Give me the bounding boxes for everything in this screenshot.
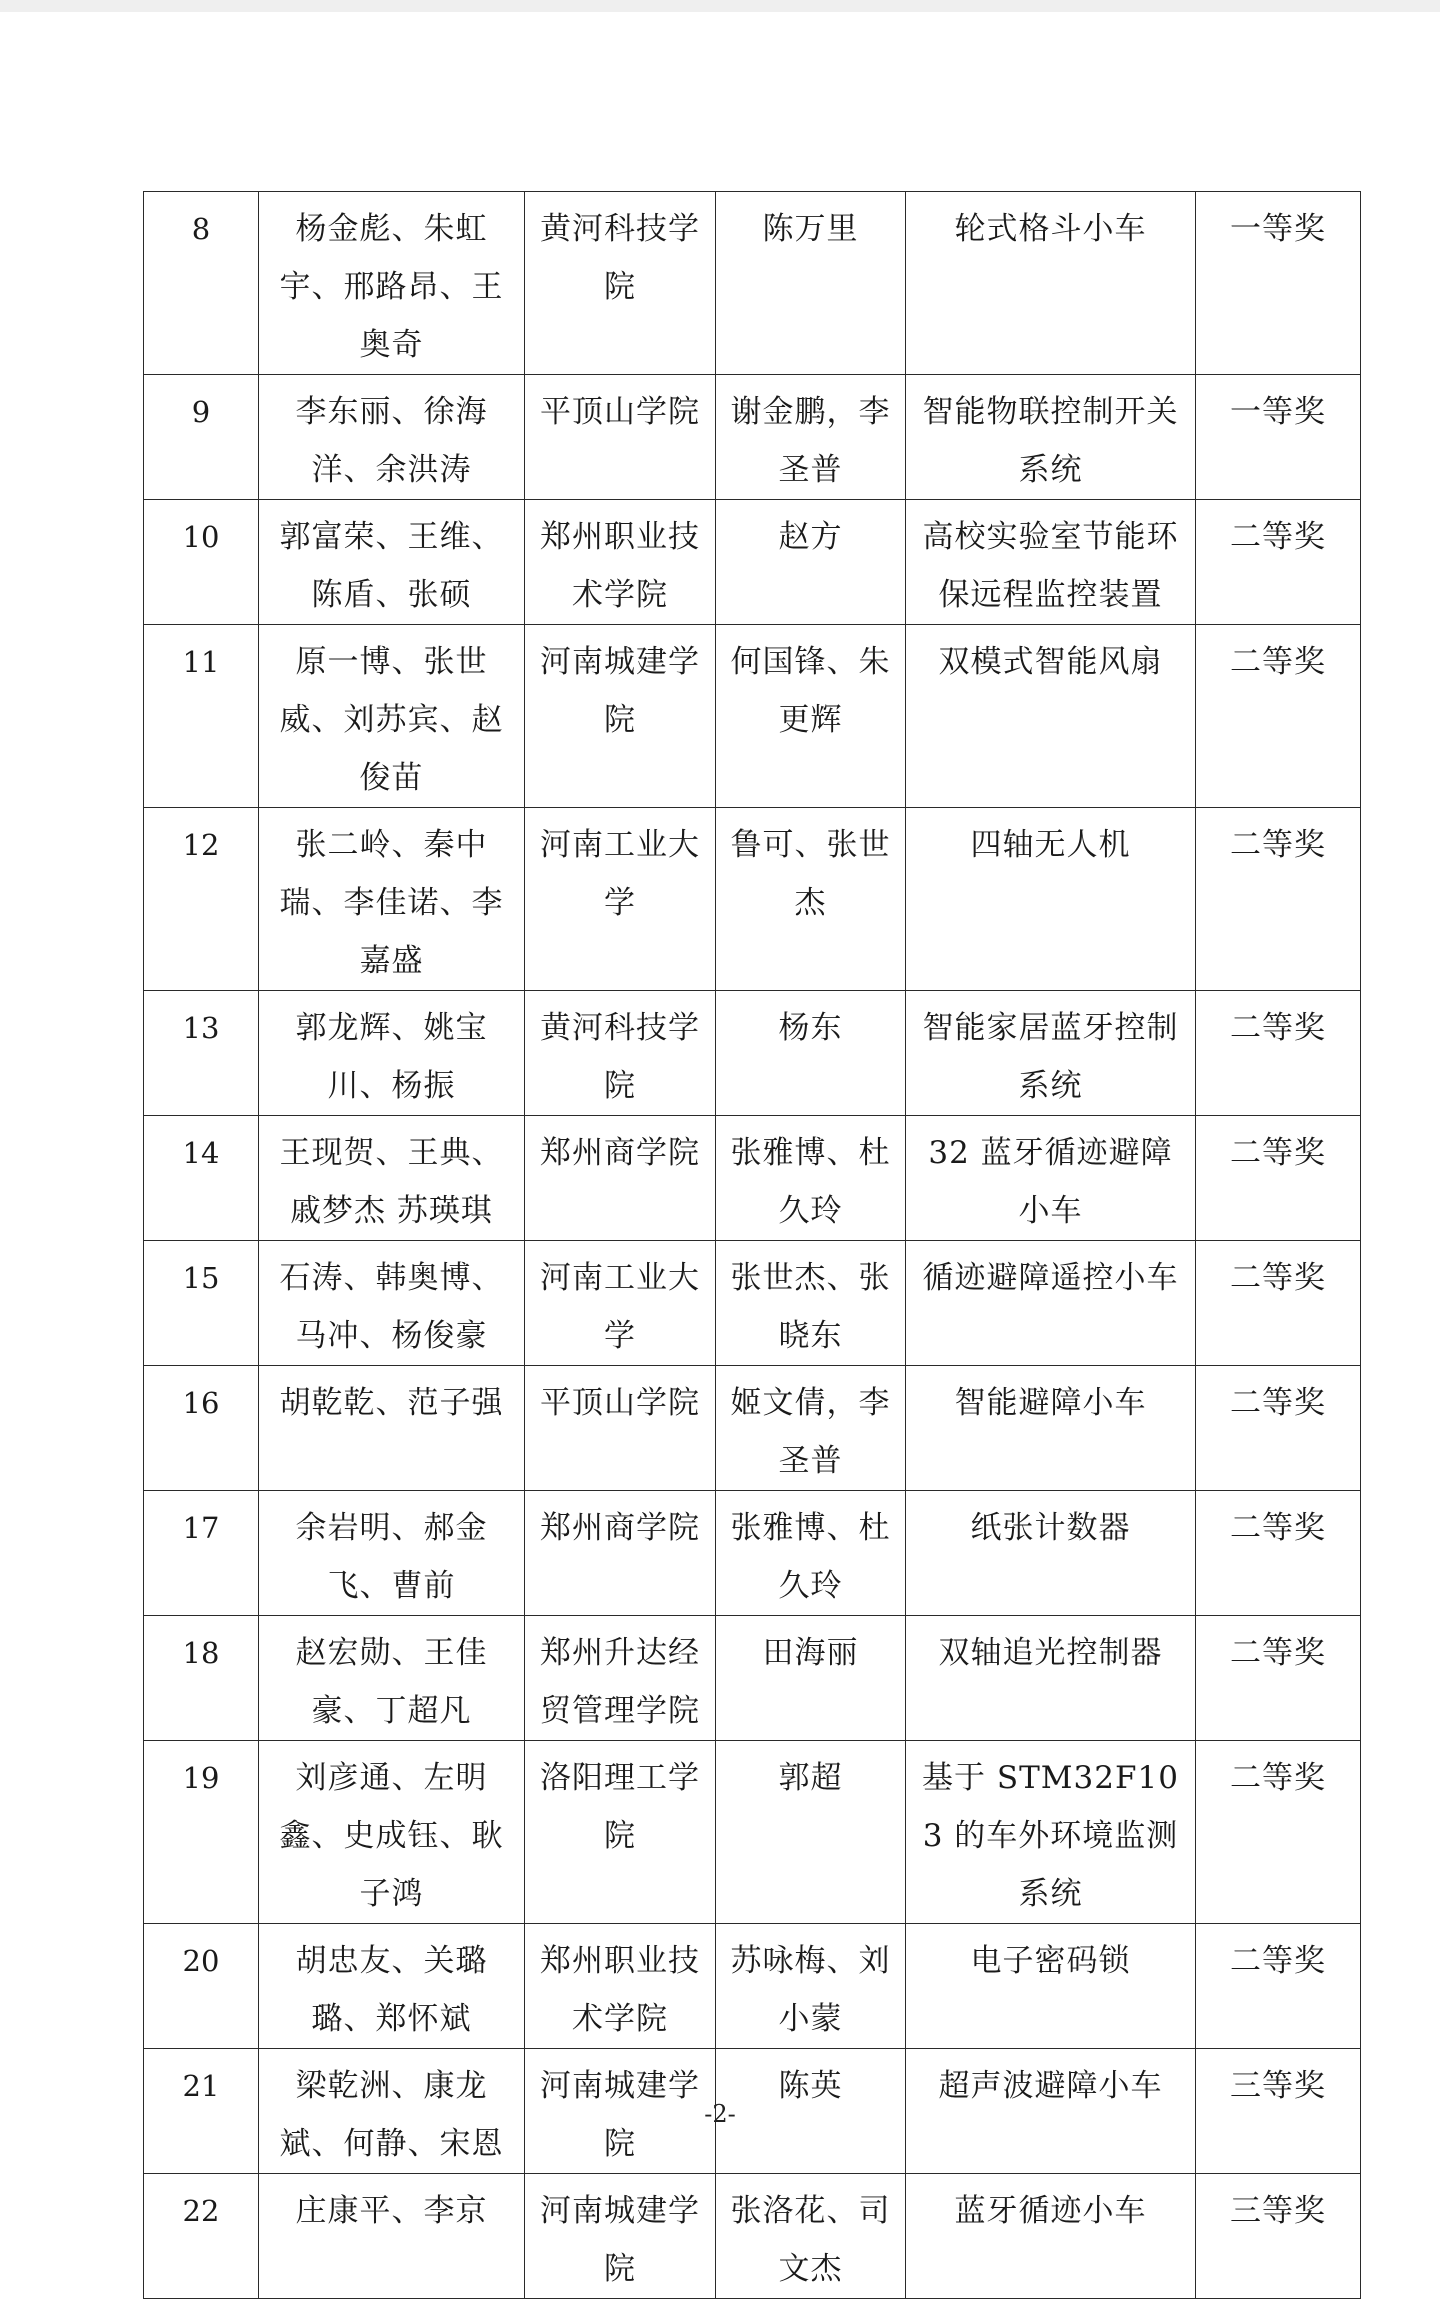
- table-row: [144, 625, 1361, 808]
- school-cell-text: 洛阳理工学院: [540, 1760, 700, 1854]
- row-number-cell: [144, 1491, 259, 1616]
- project-cell: [906, 991, 1196, 1116]
- members-cell-text: 赵宏勋、王佳豪、丁超凡: [295, 1635, 488, 1729]
- row-number-cell: [144, 1616, 259, 1741]
- advisor-cell: [716, 375, 906, 500]
- row-number-cell: [144, 1116, 259, 1241]
- school-cell-text: 郑州职业技术学院: [540, 519, 700, 613]
- school-cell-text: 河南城建学院: [540, 2068, 700, 2162]
- row-number-cell: [144, 1741, 259, 1924]
- table-row: [144, 1616, 1361, 1741]
- project-cell: [906, 1366, 1196, 1491]
- members-cell: [259, 1741, 525, 1924]
- award-cell-text: 三等奖: [1230, 2068, 1326, 2104]
- project-cell: [906, 1116, 1196, 1241]
- table-row: [144, 1924, 1361, 2049]
- award-cell: [1196, 1616, 1361, 1741]
- advisor-cell-text: 杨东: [778, 1010, 843, 1046]
- members-cell: [259, 375, 525, 500]
- school-cell-text: 郑州职业技术学院: [540, 1943, 700, 2037]
- advisor-cell-text: 姬文倩，李圣普: [730, 1385, 891, 1479]
- award-cell: [1196, 625, 1361, 808]
- project-cell: [906, 808, 1196, 991]
- project-cell: [906, 625, 1196, 808]
- project-cell-text: 超声波避障小车: [938, 2068, 1163, 2104]
- row-number-cell: [144, 2174, 259, 2299]
- members-cell: [259, 625, 525, 808]
- row-number-cell-text: 13: [182, 1011, 220, 1045]
- project-cell: [906, 1491, 1196, 1616]
- members-cell-text: 梁乾洲、康龙斌、何静、宋恩: [279, 2068, 504, 2162]
- advisor-cell-text: 谢金鹏，李圣普: [730, 394, 891, 488]
- award-cell: [1196, 375, 1361, 500]
- members-cell: [259, 1366, 525, 1491]
- school-cell: [525, 1491, 716, 1616]
- row-number-cell-text: 16: [182, 1386, 220, 1420]
- table-row: [144, 808, 1361, 991]
- members-cell-text: 王现贺、王典、戚梦杰 苏瑛琪: [279, 1135, 504, 1229]
- award-cell: [1196, 500, 1361, 625]
- awards-table: [143, 191, 1361, 2299]
- advisor-cell-text: 郭超: [778, 1760, 843, 1796]
- project-cell: [906, 192, 1196, 375]
- award-cell: [1196, 1491, 1361, 1616]
- project-cell-text: 32 蓝牙循迹避障小车: [928, 1135, 1173, 1229]
- school-cell: [525, 1116, 716, 1241]
- table-row: [144, 1366, 1361, 1491]
- advisor-cell-text: 陈万里: [762, 211, 859, 247]
- school-cell: [525, 991, 716, 1116]
- advisor-cell-text: 田海丽: [762, 1635, 859, 1671]
- advisor-cell: [716, 192, 906, 375]
- members-cell: [259, 500, 525, 625]
- members-cell-text: 原一博、张世威、刘苏宾、赵俊苗: [279, 644, 504, 796]
- members-cell-text: 庄康平、李京: [295, 2193, 488, 2229]
- award-cell-text: 一等奖: [1230, 211, 1326, 247]
- advisor-cell-text: 陈英: [778, 2068, 843, 2104]
- award-cell-text: 二等奖: [1230, 1135, 1326, 1171]
- school-cell-text: 郑州商学院: [540, 1135, 700, 1171]
- school-cell-text: 郑州商学院: [540, 1510, 700, 1546]
- row-number-cell: [144, 192, 259, 375]
- project-cell-text: 四轴无人机: [970, 827, 1131, 863]
- row-number-cell-text: 19: [182, 1761, 220, 1795]
- row-number-cell: [144, 375, 259, 500]
- table-row: [144, 1116, 1361, 1241]
- advisor-cell-text: 张雅博、杜久玲: [730, 1510, 891, 1604]
- school-cell: [525, 1366, 716, 1491]
- project-cell-text: 智能家居蓝牙控制系统: [922, 1010, 1179, 1104]
- award-cell: [1196, 808, 1361, 991]
- award-cell-text: 二等奖: [1230, 827, 1326, 863]
- school-cell: [525, 1924, 716, 2049]
- row-number-cell-text: 20: [182, 1944, 220, 1978]
- advisor-cell: [716, 808, 906, 991]
- row-number-cell-text: 14: [182, 1136, 220, 1170]
- row-number-cell-text: 18: [182, 1636, 220, 1670]
- members-cell-text: 胡乾乾、范子强: [279, 1385, 504, 1421]
- project-cell: [906, 1616, 1196, 1741]
- award-cell: [1196, 1741, 1361, 1924]
- project-cell: [906, 1924, 1196, 2049]
- award-cell-text: 三等奖: [1230, 2193, 1326, 2229]
- advisor-cell: [716, 2174, 906, 2299]
- advisor-cell-text: 鲁可、张世杰: [730, 827, 891, 921]
- advisor-cell: [716, 1366, 906, 1491]
- award-cell: [1196, 192, 1361, 375]
- members-cell: [259, 991, 525, 1116]
- advisor-cell: [716, 1241, 906, 1366]
- table-row: [144, 1741, 1361, 1924]
- award-cell: [1196, 1366, 1361, 1491]
- page-number: -2-: [704, 2100, 736, 2128]
- award-cell: [1196, 1241, 1361, 1366]
- school-cell-text: 郑州升达经贸管理学院: [540, 1635, 700, 1729]
- top-band: [0, 0, 1440, 12]
- awards-table-body: [144, 192, 1361, 2299]
- row-number-cell: [144, 808, 259, 991]
- row-number-cell-text: 11: [182, 645, 220, 679]
- members-cell: [259, 192, 525, 375]
- members-cell: [259, 1491, 525, 1616]
- members-cell-text: 石涛、韩奥博、马冲、杨俊豪: [279, 1260, 504, 1354]
- school-cell-text: 黄河科技学院: [540, 211, 700, 305]
- row-number-cell-text: 9: [191, 395, 211, 429]
- members-cell: [259, 1924, 525, 2049]
- award-cell-text: 二等奖: [1230, 1260, 1326, 1296]
- project-cell: [906, 1241, 1196, 1366]
- school-cell-text: 河南城建学院: [540, 2193, 700, 2287]
- table-row: [144, 1241, 1361, 1366]
- school-cell-text: 河南城建学院: [540, 644, 700, 738]
- project-cell-text: 轮式格斗小车: [954, 211, 1147, 247]
- school-cell: [525, 1241, 716, 1366]
- school-cell: [525, 375, 716, 500]
- table-row: [144, 2174, 1361, 2299]
- award-cell-text: 二等奖: [1230, 1010, 1326, 1046]
- table-row: [144, 500, 1361, 625]
- project-cell: [906, 1741, 1196, 1924]
- award-cell-text: 二等奖: [1230, 1510, 1326, 1546]
- advisor-cell: [716, 1616, 906, 1741]
- award-cell-text: 二等奖: [1230, 1385, 1326, 1421]
- award-cell-text: 二等奖: [1230, 1943, 1326, 1979]
- advisor-cell: [716, 991, 906, 1116]
- row-number-cell-text: 21: [182, 2069, 220, 2103]
- award-cell: [1196, 991, 1361, 1116]
- school-cell-text: 黄河科技学院: [540, 1010, 700, 1104]
- award-cell-text: 二等奖: [1230, 1635, 1326, 1671]
- school-cell-text: 河南工业大学: [540, 827, 700, 921]
- members-cell: [259, 1116, 525, 1241]
- row-number-cell-text: 17: [182, 1511, 220, 1545]
- table-row: [144, 192, 1361, 375]
- award-cell: [1196, 1116, 1361, 1241]
- project-cell-text: 基于 STM32F103 的车外环境监测系统: [922, 1760, 1179, 1912]
- members-cell-text: 刘彦通、左明鑫、史成钰、耿子鸿: [279, 1760, 504, 1912]
- advisor-cell: [716, 500, 906, 625]
- school-cell: [525, 808, 716, 991]
- advisor-cell: [716, 1116, 906, 1241]
- project-cell-text: 蓝牙循迹小车: [954, 2193, 1147, 2229]
- school-cell-text: 河南工业大学: [540, 1260, 700, 1354]
- members-cell-text: 李东丽、徐海洋、余洪涛: [295, 394, 488, 488]
- members-cell: [259, 1241, 525, 1366]
- advisor-cell-text: 张雅博、杜久玲: [730, 1135, 891, 1229]
- award-cell-text: 一等奖: [1230, 394, 1326, 430]
- project-cell: [906, 500, 1196, 625]
- award-cell: [1196, 2174, 1361, 2299]
- members-cell: [259, 2174, 525, 2299]
- project-cell-text: 纸张计数器: [970, 1510, 1131, 1546]
- row-number-cell-text: 8: [191, 212, 211, 246]
- row-number-cell: [144, 1241, 259, 1366]
- row-number-cell: [144, 500, 259, 625]
- row-number-cell-text: 10: [182, 520, 220, 554]
- project-cell-text: 循迹避障遥控小车: [922, 1260, 1179, 1296]
- advisor-cell-text: 赵方: [778, 519, 843, 555]
- school-cell: [525, 500, 716, 625]
- award-cell: [1196, 1924, 1361, 2049]
- advisor-cell-text: 苏咏梅、刘小蒙: [730, 1943, 891, 2037]
- row-number-cell-text: 22: [182, 2194, 220, 2228]
- members-cell-text: 张二岭、秦中瑞、李佳诺、李嘉盛: [279, 827, 504, 979]
- table-row: [144, 991, 1361, 1116]
- school-cell: [525, 192, 716, 375]
- row-number-cell: [144, 991, 259, 1116]
- advisor-cell: [716, 1491, 906, 1616]
- members-cell: [259, 808, 525, 991]
- advisor-cell: [716, 1924, 906, 2049]
- table-row: [144, 1491, 1361, 1616]
- school-cell-text: 平顶山学院: [540, 1385, 700, 1421]
- project-cell-text: 智能避障小车: [954, 1385, 1147, 1421]
- school-cell-text: 平顶山学院: [540, 394, 700, 430]
- members-cell: [259, 1616, 525, 1741]
- members-cell-text: 郭龙辉、姚宝川、杨振: [295, 1010, 488, 1104]
- project-cell: [906, 375, 1196, 500]
- row-number-cell: [144, 1366, 259, 1491]
- row-number-cell-text: 15: [182, 1261, 220, 1295]
- members-cell-text: 余岩明、郝金飞、曹前: [295, 1510, 488, 1604]
- members-cell-text: 郭富荣、王维、陈盾、张硕: [279, 519, 504, 613]
- school-cell: [525, 625, 716, 808]
- row-number-cell: [144, 1924, 259, 2049]
- school-cell: [525, 1616, 716, 1741]
- row-number-cell-text: 12: [182, 828, 220, 862]
- project-cell: [906, 2174, 1196, 2299]
- advisor-cell: [716, 625, 906, 808]
- advisor-cell: [716, 1741, 906, 1924]
- award-cell-text: 二等奖: [1230, 644, 1326, 680]
- table-row: [144, 375, 1361, 500]
- school-cell: [525, 1741, 716, 1924]
- project-cell-text: 双模式智能风扇: [938, 644, 1163, 680]
- project-cell-text: 高校实验室节能环保远程监控装置: [922, 519, 1179, 613]
- project-cell-text: 双轴追光控制器: [938, 1635, 1163, 1671]
- row-number-cell: [144, 625, 259, 808]
- members-cell-text: 胡忠友、关璐璐、郑怀斌: [295, 1943, 488, 2037]
- project-cell-text: 智能物联控制开关系统: [922, 394, 1179, 488]
- award-cell-text: 二等奖: [1230, 519, 1326, 555]
- project-cell-text: 电子密码锁: [970, 1943, 1131, 1979]
- school-cell: [525, 2174, 716, 2299]
- award-cell-text: 二等奖: [1230, 1760, 1326, 1796]
- advisor-cell-text: 张世杰、张晓东: [730, 1260, 891, 1354]
- advisor-cell-text: 张洛花、司文杰: [730, 2193, 891, 2287]
- advisor-cell-text: 何国锋、朱更辉: [730, 644, 891, 738]
- members-cell-text: 杨金彪、朱虹宇、邢路昂、王奥奇: [279, 211, 504, 363]
